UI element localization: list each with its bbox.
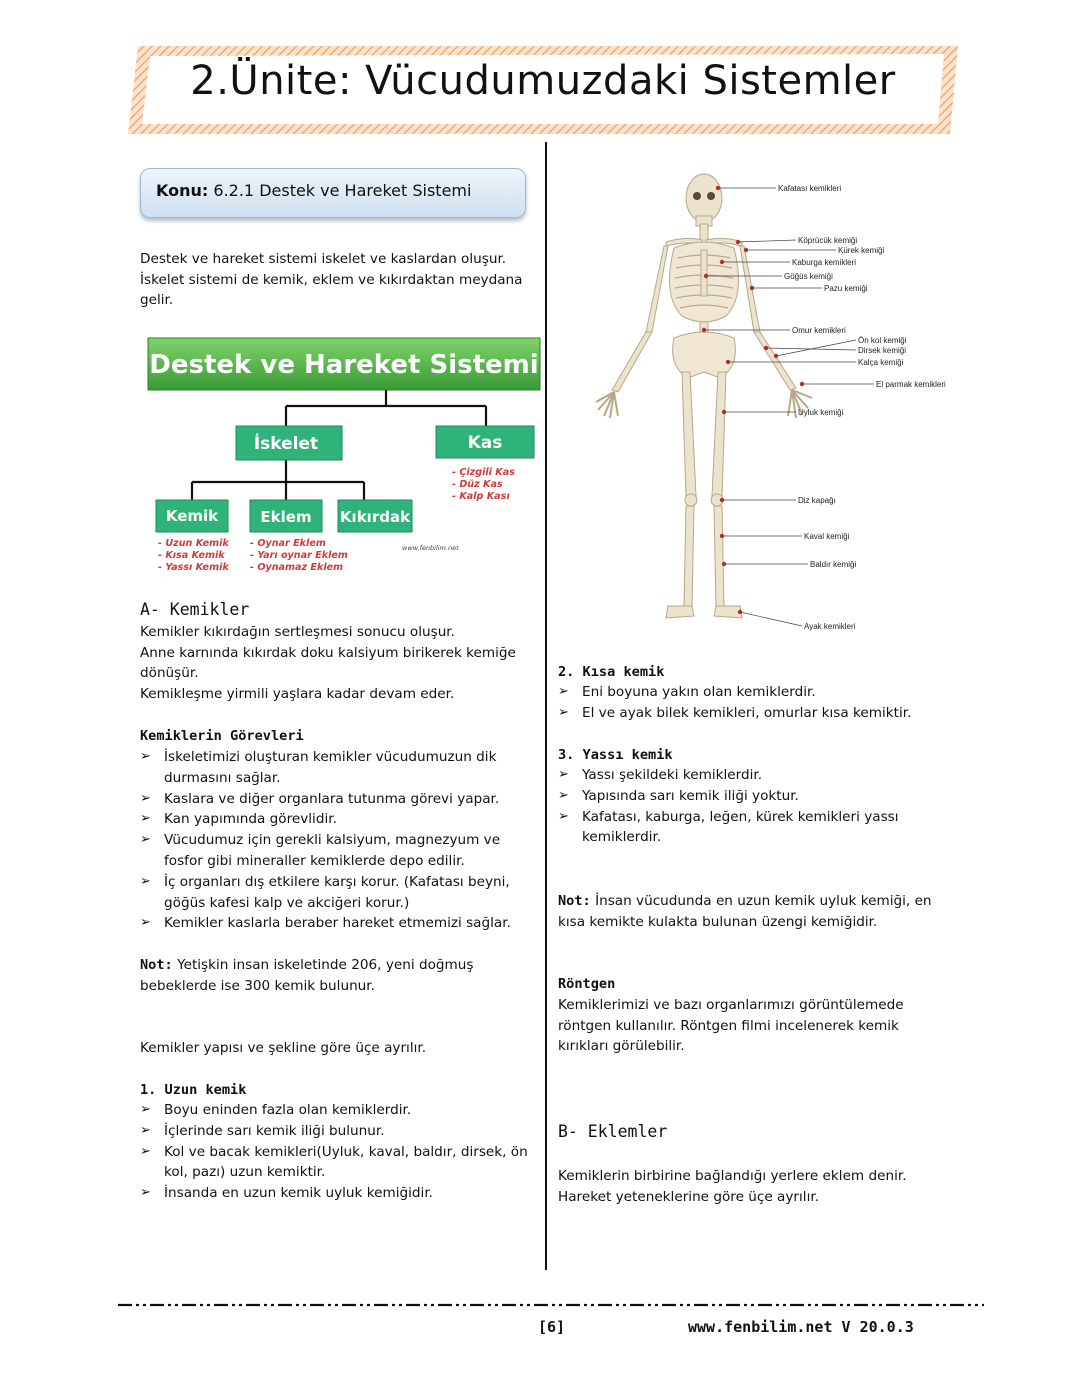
kas-item: - Düz Kas bbox=[452, 479, 503, 490]
intro-paragraph bbox=[140, 249, 523, 311]
arrow-bullet-icon: ➢ bbox=[140, 832, 151, 848]
label-baldir: Baldır kemiği bbox=[810, 560, 857, 569]
support-movement-diagram bbox=[146, 336, 542, 576]
yassi-kemik-list bbox=[558, 765, 958, 848]
section-heading-eklemler: B- Eklemler bbox=[558, 1122, 668, 1141]
arrow-bullet-icon: ➢ bbox=[140, 1185, 151, 1201]
list-item: ➢ El ve ayak bilek kemikleri, omurlar kısa kemiktir. bbox=[558, 703, 958, 724]
eklemler-line: Kemiklerin birbirine bağlandığı yerlere eklem denir. bbox=[558, 1168, 907, 1184]
list-item: ➢ Yassı şekildeki kemiklerdir. bbox=[558, 765, 958, 786]
not-uyluk bbox=[558, 891, 932, 932]
list-item: ➢ Yapısında sarı kemik iliği yoktur. bbox=[558, 786, 958, 807]
note-text: İnsan vücudunda en uzun kemik uyluk kemiği, en bbox=[595, 893, 932, 909]
uzun-kemik-list bbox=[140, 1100, 540, 1204]
label-uyluk: Uyluk kemiği bbox=[798, 408, 844, 417]
not-yetiskin bbox=[140, 955, 473, 996]
list-item: ➢ İçlerinde sarı kemik iliği bulunur. bbox=[140, 1121, 540, 1142]
eklem-item: - Oynar Eklem bbox=[250, 538, 326, 549]
list-item: ➢ İç organları dış etkilere karşı korur. (Kafatası beyni, göğüs kafesi kalp ve akciğeri korur.) bbox=[140, 873, 510, 911]
label-kurek: Kürek kemiği bbox=[838, 246, 885, 255]
note-text: bebeklerde ise 300 kemik bulunur. bbox=[140, 977, 375, 994]
kemik-item: - Yassı Kemik bbox=[158, 562, 229, 573]
label-dirsek: Dirsek kemiği bbox=[858, 346, 907, 355]
topic bbox=[156, 181, 471, 200]
section-heading-kemikler: A- Kemikler bbox=[140, 600, 250, 619]
skeleton-illustration bbox=[556, 166, 960, 640]
kas-item: - Kalp Kası bbox=[452, 491, 510, 502]
topic-label: Konu: bbox=[156, 181, 209, 200]
eklem-item: - Yarı oynar Eklem bbox=[250, 550, 348, 561]
node-kemik-label: Kemik bbox=[165, 507, 219, 525]
arrow-bullet-icon: ➢ bbox=[558, 767, 569, 782]
types-intro: Kemikler yapısı ve şekline göre üçe ayrılır. bbox=[140, 1040, 427, 1056]
label-kafatasi: Kafatası kemikleri bbox=[778, 184, 842, 193]
list-item: ➢ Eni boyuna yakın olan kemiklerdir. bbox=[558, 682, 958, 703]
label-diz: Diz kapağı bbox=[798, 496, 836, 505]
kemikler-line: Anne karnında kıkırdak doku kalsiyum birikerek kemiğe bbox=[140, 644, 516, 661]
list-item: ➢ Kafatası, kaburga, leğen, kürek kemikleri yassı kemiklerdir. bbox=[558, 808, 899, 846]
rontgen-heading: Röntgen bbox=[558, 976, 616, 992]
uzun-kemik-heading: 1. Uzun kemik bbox=[140, 1082, 247, 1098]
label-kaval: Kaval kemiği bbox=[804, 532, 850, 541]
list-item: ➢ İnsanda en uzun kemik uyluk kemiğidir. bbox=[140, 1183, 540, 1204]
column-divider bbox=[545, 142, 547, 1270]
yassi-kemik-heading: 3. Yassı kemik bbox=[558, 747, 673, 763]
arrow-bullet-icon: ➢ bbox=[558, 684, 569, 699]
list-item: ➢ Kaslara ve diğer organlara tutunma görevi yapar. bbox=[140, 789, 540, 810]
kas-item: - Çizgili Kas bbox=[452, 467, 515, 478]
label-gogus: Göğüs kemiği bbox=[784, 272, 833, 281]
arrow-bullet-icon: ➢ bbox=[558, 808, 569, 824]
node-eklem-label: Eklem bbox=[260, 508, 312, 526]
note-text: kısa kemikte kulakta bulunan üzengi kemiğidir. bbox=[558, 913, 878, 930]
node-iskelet-label: İskelet bbox=[253, 434, 319, 454]
intro-line: Destek ve hareket sistemi iskelet ve kaslardan oluşur. bbox=[140, 251, 507, 267]
rontgen-paragraph bbox=[558, 995, 904, 1057]
diagram-watermark: www.fenbilim.net bbox=[402, 544, 459, 552]
kemikler-line: Kemikler kıkırdağın sertleşmesi sonucu oluşur. bbox=[140, 624, 455, 640]
arrow-bullet-icon: ➢ bbox=[558, 787, 569, 803]
list-item: ➢ Vücudumuz için gerekli kalsiyum, magnezyum ve fosfor gibi mineraller kemiklerde depo edilir. bbox=[140, 832, 501, 869]
page-title: 2.Ünite: Vücudumuzdaki Sistemler bbox=[190, 58, 896, 104]
label-elparmak: El parmak kemikleri bbox=[876, 380, 946, 389]
rontgen-line: kırıkları görülebilir. bbox=[558, 1038, 685, 1055]
arrow-bullet-icon: ➢ bbox=[140, 1102, 151, 1117]
gorevler-heading: Kemiklerin Görevleri bbox=[140, 728, 304, 744]
label-pazu: Pazu kemiği bbox=[824, 284, 868, 293]
note-text: Yetişkin insan iskeletinde 206, yeni doğmuş bbox=[177, 957, 474, 973]
kisa-kemik-list bbox=[558, 682, 958, 724]
node-kikirdak-label: Kıkırdak bbox=[339, 508, 411, 526]
list-item: ➢ Kan yapımında görevlidir. bbox=[140, 809, 540, 830]
label-omur: Omur kemikleri bbox=[792, 326, 846, 335]
rontgen-line: röntgen kullanılır. Röntgen filmi incelenerek kemik bbox=[558, 1017, 899, 1034]
arrow-bullet-icon: ➢ bbox=[140, 1143, 151, 1159]
intro-line: gelir. bbox=[140, 292, 174, 309]
not-label: Not: bbox=[558, 893, 591, 909]
arrow-bullet-icon: ➢ bbox=[558, 704, 569, 720]
list-item: ➢ Kemikler kaslarla beraber hareket etmemizi sağlar. bbox=[140, 913, 540, 934]
gorevler-list bbox=[140, 747, 540, 934]
diagram-title: Destek ve Hareket Sistemi bbox=[149, 350, 539, 380]
list-item: ➢ İskeletimizi oluşturan kemikler vücudumuzun dik durmasını sağlar. bbox=[140, 749, 497, 786]
rontgen-line: Kemiklerimizi ve bazı organlarımızı görüntülemede bbox=[558, 997, 904, 1013]
label-koprucuk: Köprücük kemiği bbox=[798, 236, 858, 245]
kemikler-line: Kemikleşme yirmili yaşlara kadar devam eder. bbox=[140, 685, 455, 702]
not-label: Not: bbox=[140, 957, 173, 973]
list-item: ➢ Boyu eninden fazla olan kemiklerdir. bbox=[140, 1100, 540, 1121]
arrow-bullet-icon: ➢ bbox=[140, 790, 151, 806]
arrow-bullet-icon: ➢ bbox=[140, 873, 151, 889]
arrow-bullet-icon: ➢ bbox=[140, 1122, 151, 1138]
node-kas-label: Kas bbox=[467, 433, 503, 453]
arrow-bullet-icon: ➢ bbox=[140, 811, 151, 827]
page-number: [6] bbox=[538, 1318, 566, 1336]
kemik-item: - Kısa Kemik bbox=[158, 550, 225, 561]
list-item: ➢ Kol ve bacak kemikleri(Uyluk, kaval, baldır, dirsek, ön kol, pazı) uzun kemiktir. bbox=[140, 1143, 528, 1181]
intro-line: İskelet sistemi de kemik, eklem ve kıkırdaktan meydana bbox=[140, 271, 523, 288]
label-onkol: Ön kol kemiği bbox=[858, 336, 907, 345]
arrow-bullet-icon: ➢ bbox=[140, 749, 151, 764]
label-kalca: Kalça kemiği bbox=[858, 358, 904, 367]
eklem-item: - Oynamaz Eklem bbox=[250, 562, 344, 573]
arrow-bullet-icon: ➢ bbox=[140, 915, 151, 931]
kisa-kemik-heading: 2. Kısa kemik bbox=[558, 664, 665, 680]
label-ayak: Ayak kemikleri bbox=[804, 622, 856, 631]
kemikler-paragraph bbox=[140, 622, 516, 704]
eklemler-line: Hareket yeteneklerine göre üçe ayrılır. bbox=[558, 1188, 820, 1205]
kemikler-line: dönüşür. bbox=[140, 665, 199, 682]
topic-text: 6.2.1 Destek ve Hareket Sistemi bbox=[213, 181, 472, 200]
eklemler-paragraph bbox=[558, 1166, 907, 1207]
footer-site: www.fenbilim.net V 20.0.3 bbox=[688, 1318, 914, 1336]
label-kaburga: Kaburga kemikleri bbox=[792, 258, 857, 267]
footer-dashed-line bbox=[118, 1302, 984, 1308]
kemik-item: - Uzun Kemik bbox=[158, 538, 229, 549]
